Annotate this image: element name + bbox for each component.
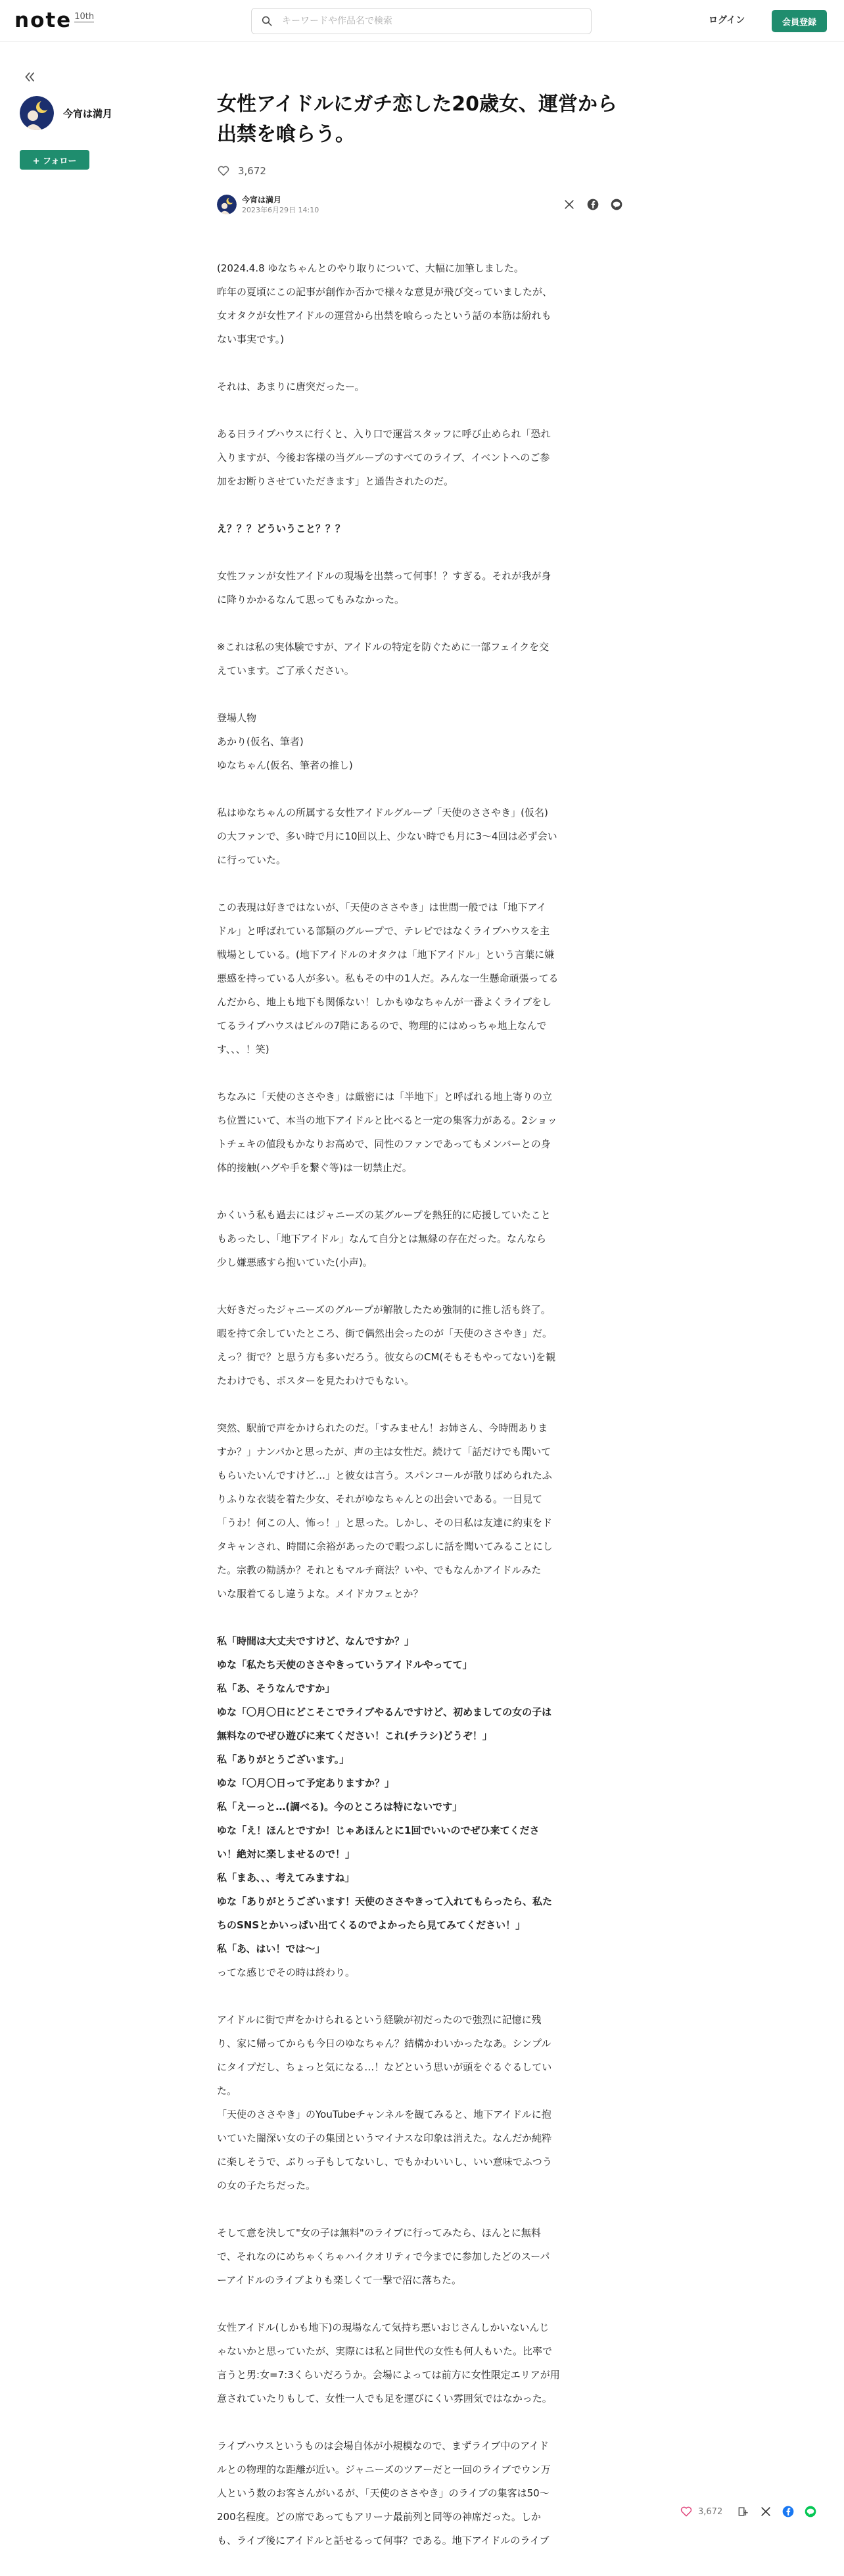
paragraph-line: に楽しそうで、ぶりっ子もしてないし、でもかわいいし、いい意味でふつう <box>217 2156 552 2168</box>
article-paragraph <box>217 2221 623 2292</box>
note-logo[interactable] <box>14 9 94 32</box>
paragraph-line: いな服着てるし違うよな。メイドカフェとか？ <box>217 1588 423 1600</box>
article-paragraph <box>217 564 623 611</box>
paragraph-line: 昨年の夏頃にこの記事が創作か否かで様々な意見が飛び交っていましたが、 <box>217 286 553 298</box>
paragraph-line: 言うと男:女=7:3くらいだろうか。会場によっては前方に女性限定エリアが用 <box>217 2369 560 2381</box>
paragraph-line: 悪感を持っている人が多い。私もその中の1人だ。みんな一生懸命頑張ってる <box>217 972 559 984</box>
article <box>217 89 623 2576</box>
paragraph-line: そして意を決して"女の子は無料"のライブに行ってみたら、ほんとに無料 <box>217 2227 541 2239</box>
paragraph-line: ゆな「〇月〇日って予定ありますか？」 <box>217 1777 395 1789</box>
byline-avatar[interactable] <box>217 195 237 214</box>
paragraph-line: に降りかかるなんて思ってもみなかった。 <box>217 594 405 606</box>
paragraph-line: 女オタクが女性アイドルの運営から出禁を喰らったという話の本筋は紛れも <box>217 310 551 322</box>
follow-button[interactable]: + フォロー <box>20 150 89 170</box>
paragraph-line: 私「時間は大丈夫ですけど、なんですか？」 <box>217 1635 415 1647</box>
heart-icon[interactable] <box>217 164 230 178</box>
paragraph-line: ※これは私の実体験ですが、アイドルの特定を防ぐために一部フェイクを交 <box>217 641 550 653</box>
paragraph-line: た。宗教の勧誘か？それともマルチ商法？いや、でもなんかアイドルみた <box>217 1564 542 1576</box>
paragraph-line: 戦場としている。(地下アイドルのオタクは「地下アイドル」という言葉に嫌 <box>217 949 555 961</box>
paragraph-line: あかり(仮名、筆者) <box>217 736 304 748</box>
paragraph-line: ってな感じでその時は終わり。 <box>217 1967 356 1978</box>
paragraph-line: にタイプだし、ちょっと気になる…！などという思いが頭をぐるぐるしてい <box>217 2061 552 2073</box>
paragraph-line: 意されていたりもして、女性一人でも足を運びにくい雰囲気ではなかった。 <box>217 2393 552 2404</box>
paragraph-line: 女性アイドル(しかも地下)の現場なんて気持ち悪いおじさんしかいないんじ <box>217 2322 550 2333</box>
paragraph-line: ゃないかと思っていたが、実際には私と同世代の女性も何人もいた。比率で <box>217 2345 553 2357</box>
paragraph-line: す、、、！笑) <box>217 1043 270 1055</box>
floating-like-count: 3,672 <box>698 2506 723 2517</box>
article-title: 女性アイドルにガチ恋した20歳女、運営から出禁を喰らう。 <box>217 93 618 146</box>
article-paragraph <box>217 422 623 493</box>
publish-date: 2023年6月29日 14:10 <box>242 205 319 214</box>
site-header <box>0 0 844 42</box>
share-buttons <box>563 198 623 211</box>
paragraph-line: 私「まあ、、、考えてみますね」 <box>217 1872 355 1884</box>
paragraph-line: 体的接触(ハグや手を繋ぐ等)は一切禁止だ。 <box>217 1162 412 1174</box>
paragraph-line: 入りますが、今後お客様の当グループのすべてのライブ、イベントへのご参 <box>217 452 550 464</box>
article-body <box>217 256 623 2552</box>
author-name[interactable]: 今宵は満月 <box>63 108 113 120</box>
paragraph-line: り、家に帰ってからも今日のゆなちゃん？結構かわいかったなあ。シンプル <box>217 2038 551 2049</box>
collapse-sidebar-icon[interactable] <box>22 70 37 84</box>
paragraph-line: 女性ファンが女性アイドルの現場を出禁って何事！？すぎる。それが我が身 <box>217 570 551 582</box>
logo-badge: 10th <box>74 12 95 22</box>
article-paragraph <box>217 2434 623 2552</box>
login-link[interactable]: ログイン <box>709 15 745 26</box>
paragraph-line: 無料なのでぜひ遊びに来てください！これ(チラシ)どうぞ！」 <box>217 1730 492 1742</box>
paragraph-line: 200名程度。どの席であってもアリーナ最前列と同等の神席だった。しか <box>217 2511 541 2523</box>
paragraph-line: で、それなのにめちゃくちゃハイクオリティで今までに参加したどのスーパ <box>217 2251 550 2262</box>
paragraph-line: 私「あ、そうなんですか」 <box>217 1682 335 1694</box>
signup-button[interactable]: 会員登録 <box>772 10 827 32</box>
line-icon[interactable] <box>804 2505 817 2518</box>
paragraph-line: ドル」と呼ばれている部類のグループで、テレビではなくライブハウスを主 <box>217 925 550 937</box>
article-paragraph <box>217 1203 623 1274</box>
paragraph-line: ライブハウスというものは会場自体が小規模なので、まずライブ中のアイド <box>217 2440 549 2452</box>
article-paragraph <box>217 256 623 351</box>
paragraph-line: もあったし、「地下アイドル」なんて自分とは無縁の存在だった。なんなら <box>217 1233 547 1245</box>
paragraph-line: いていた闇深い女の子の集団というマイナスな印象は消えた。なんだか純粋 <box>217 2132 552 2144</box>
paragraph-line: ない事実です。) <box>217 333 285 345</box>
paragraph-line: この表現は好きではないが、「天使のささやき」は世間一般では「地下アイ <box>217 901 547 913</box>
article-paragraph <box>217 517 623 540</box>
x-logo-icon[interactable] <box>759 2505 772 2518</box>
magazine-add-icon[interactable] <box>737 2505 750 2518</box>
x-logo-icon[interactable] <box>563 198 576 211</box>
paragraph-line: ゆなちゃん(仮名、筆者の推し) <box>217 759 353 771</box>
paragraph-line: ある日ライブハウスに行くと、入り口で運営スタッフに呼び止められ「恐れ <box>217 428 551 440</box>
search-input[interactable] <box>281 15 573 27</box>
like-row <box>217 163 623 179</box>
paragraph-line: 「うわ！何この人、怖っ！」と思った。しかし、その日私は友達に約束をド <box>217 1517 553 1529</box>
article-paragraph <box>217 375 623 398</box>
paragraph-line: たわけでも、ポスターを見たわけでもない。 <box>217 1375 415 1387</box>
byline-author-name[interactable]: 今宵は満月 <box>242 195 282 204</box>
paragraph-line: すか？」ナンパかと思ったが、声の主は女性だ。続けて「話だけでも聞いて <box>217 1446 551 1458</box>
article-paragraph <box>217 895 623 1061</box>
paragraph-line: タキャンされ、時間に余裕があったので暇つぶしに話を聞いてみることにし <box>217 1540 553 1552</box>
paragraph-line: の大ファンで、多い時で月に10回以上、少ない時でも月に3〜4回は必ず会い <box>217 830 557 842</box>
article-paragraph <box>217 2008 623 2197</box>
paragraph-line: ゆな「え！ほんとですか！じゃあほんとに1回でいいのでぜひ来てくださ <box>217 1825 540 1836</box>
paragraph-line: りふりな衣装を着た少女、それがゆなちゃんとの出会いである。一目見て <box>217 1493 543 1505</box>
paragraph-line: え？？？どういうこと？？？ <box>217 523 346 535</box>
paragraph-line: ちのSNSとかいっぱい出てくるのでよかったら見てみてください！」 <box>217 1919 526 1931</box>
paragraph-line: えっ？街で？と思う方も多いだろう。彼女らのCM(そもそもやってない)を観 <box>217 1351 556 1363</box>
paragraph-line: もらいたいんですけど…」と彼女は言う。スパンコールが散りばめられたふ <box>217 1469 552 1481</box>
paragraph-line: トチェキの値段もかなりお高めで、同性のファンであってもメンバーとの身 <box>217 1138 551 1150</box>
author-avatar[interactable] <box>20 96 54 130</box>
article-paragraph <box>217 1416 623 1606</box>
paragraph-line: ーアイドルのライブよりも楽しくて一撃で沼に落ちた。 <box>217 2274 462 2286</box>
paragraph-line: 「天使のささやき」のYouTubeチャンネルを観てみると、地下アイドルに抱 <box>217 2109 551 2120</box>
paragraph-line: ルとの物理的な距離が近い。ジャニーズのツアーだと一回のライブでウン万 <box>217 2464 551 2475</box>
paragraph-line: それは、あまりに唐突だったー。 <box>217 381 365 393</box>
paragraph-line: の女の子たちだった。 <box>217 2180 316 2191</box>
like-count: 3,672 <box>238 165 266 177</box>
paragraph-line: (2024.4.8 ゆなちゃんとのやり取りについて、大幅に加筆しました。 <box>217 262 524 274</box>
facebook-icon[interactable] <box>782 2505 795 2518</box>
paragraph-line: えています。ご了承ください。 <box>217 665 354 677</box>
paragraph-line: んだから、地上も地下も関係ない！しかもゆなちゃんが一番よくライブをし <box>217 996 552 1008</box>
paragraph-line: に行っていた。 <box>217 854 287 866</box>
article-paragraph <box>217 801 623 872</box>
paragraph-line: 登場人物 <box>217 712 257 724</box>
line-icon[interactable] <box>610 198 623 211</box>
paragraph-line: ちなみに「天使のささやき」は厳密には「半地下」と呼ばれる地上寄りの立 <box>217 1091 553 1103</box>
floating-action-bar <box>680 2502 826 2521</box>
paragraph-line: も、ライブ後にアイドルと話せるって何事？である。地下アイドルのライブ <box>217 2535 550 2546</box>
paragraph-line: 私「ありがとうございます。」 <box>217 1753 350 1765</box>
article-paragraph <box>217 1085 623 1180</box>
paragraph-line: た。 <box>217 2085 237 2097</box>
paragraph-line: い！絶対に楽しませるので！」 <box>217 1848 356 1860</box>
paragraph-line: 大好きだったジャニーズのグループが解散したため強制的に推し活も終了。 <box>217 1304 551 1316</box>
heart-icon[interactable] <box>680 2505 693 2518</box>
paragraph-line: 私「えーっと…(調べる)。今のところは特にないです」 <box>217 1801 463 1813</box>
search-box[interactable] <box>251 8 592 34</box>
paragraph-line: アイドルに街で声をかけられるという経験が初だったので強烈に記憶に残 <box>217 2014 542 2026</box>
paragraph-line: 人という数のお客さんがいるが、「天使のささやき」のライブの集客は50〜 <box>217 2487 550 2499</box>
article-paragraph <box>217 1298 623 1393</box>
byline <box>217 193 623 216</box>
paragraph-line: かくいう私も過去にはジャニーズの某グループを熱狂的に応援していたこと <box>217 1209 551 1221</box>
article-paragraph <box>217 706 623 777</box>
search-icon <box>261 15 273 27</box>
paragraph-line: ち位置にいて、本当の地下アイドルと比べると一定の集客力がある。2ショッ <box>217 1114 557 1126</box>
paragraph-line: ゆな「ありがとうございます！天使のささやきって入れてもらったら、私た <box>217 1896 553 1907</box>
paragraph-line: ゆな「〇月〇日にどこそこでライブやるんですけど、初めましての女の子は <box>217 1706 552 1718</box>
article-paragraph <box>217 635 623 682</box>
logo-text: note <box>14 9 72 32</box>
facebook-icon[interactable] <box>586 198 599 211</box>
article-paragraph <box>217 2316 623 2410</box>
paragraph-line: 加をお断りさせていただきます」と通告されたのだ。 <box>217 475 454 487</box>
paragraph-line: 少し嫌悪感すら抱いていた(小声)。 <box>217 1256 373 1268</box>
paragraph-line: 暇を持て余していたところ、街で偶然出会ったのが「天使のささやき」だ。 <box>217 1327 553 1339</box>
paragraph-line: てるライブハウスはビルの7階にあるので、物理的にはめっちゃ地上なんで <box>217 1020 547 1032</box>
paragraph-line: 突然、駅前で声をかけられたのだ。「すみません！お姉さん、今時間ありま <box>217 1422 548 1434</box>
paragraph-line: ゆな「私たち天使のささやきっていうアイドルやってて」 <box>217 1659 473 1671</box>
paragraph-line: 私「あ、はい！では〜」 <box>217 1943 325 1955</box>
paragraph-line: 私はゆなちゃんの所属する女性アイドルグループ「天使のささやき」(仮名) <box>217 807 548 819</box>
article-paragraph <box>217 1629 623 1984</box>
